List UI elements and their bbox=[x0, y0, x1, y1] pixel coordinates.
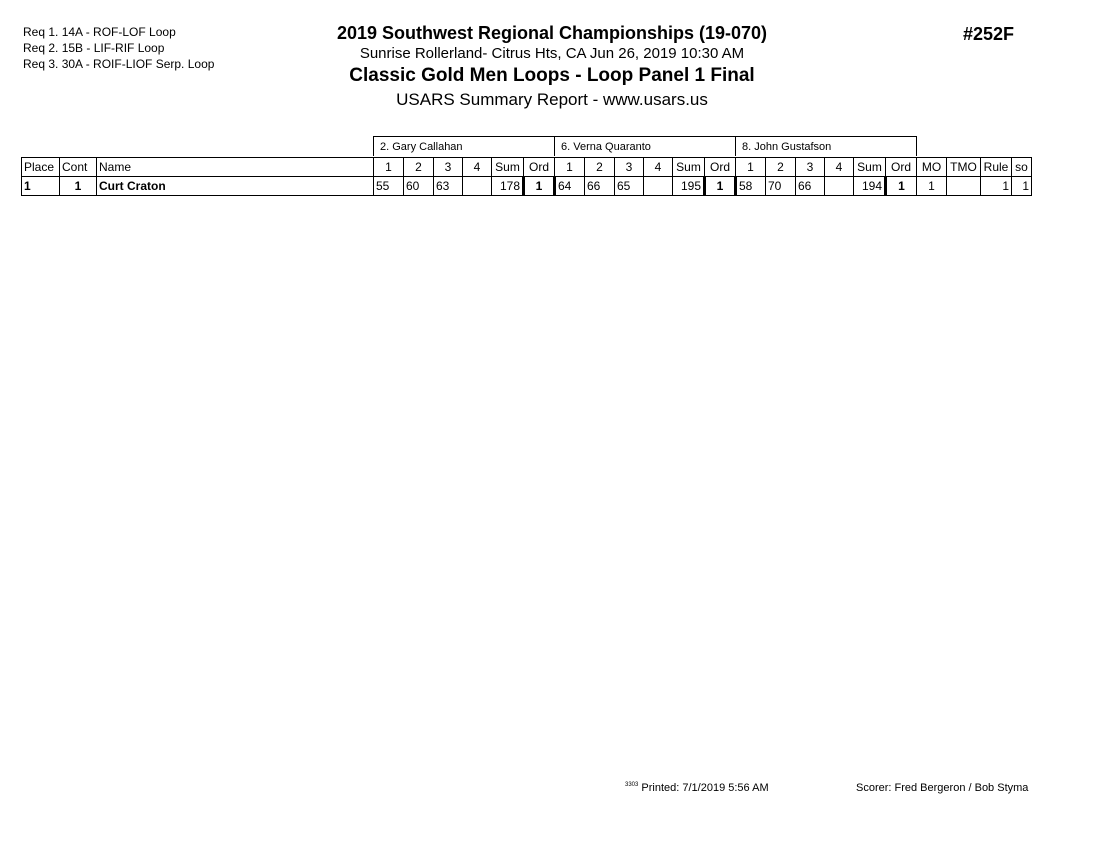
cell-j2-s4 bbox=[644, 177, 673, 196]
col-j3-s2: 2 bbox=[766, 158, 796, 177]
printed-timestamp: Printed: 7/1/2019 5:56 AM bbox=[641, 782, 769, 794]
cell-j2-s1: 64 bbox=[555, 177, 585, 196]
col-j1-sum: Sum bbox=[492, 158, 524, 177]
cell-j1-s2: 60 bbox=[404, 177, 434, 196]
judge-header-row bbox=[373, 136, 917, 156]
judge-name-1: 2. Gary Callahan bbox=[374, 137, 555, 157]
col-j1-s2: 2 bbox=[404, 158, 434, 177]
cell-j3-ord: 1 bbox=[886, 177, 917, 196]
cell-j2-ord: 1 bbox=[705, 177, 736, 196]
cell-j1-s3: 63 bbox=[434, 177, 463, 196]
cell-j3-s3: 66 bbox=[796, 177, 825, 196]
col-j3-s1: 1 bbox=[736, 158, 766, 177]
cell-j1-ord: 1 bbox=[524, 177, 555, 196]
printed-line bbox=[625, 782, 769, 794]
cell-j1-sum: 178 bbox=[492, 177, 524, 196]
col-j2-s2: 2 bbox=[585, 158, 615, 177]
judge-name-2: 6. Verna Quaranto bbox=[555, 137, 736, 157]
col-j3-s4: 4 bbox=[825, 158, 854, 177]
scorer-line: Scorer: Fred Bergeron / Bob Styma bbox=[856, 782, 1029, 794]
col-j2-ord: Ord bbox=[705, 158, 736, 177]
cell-name: Curt Craton bbox=[97, 177, 374, 196]
cell-j3-sum: 194 bbox=[854, 177, 886, 196]
col-j1-s4: 4 bbox=[463, 158, 492, 177]
column-header-row bbox=[22, 158, 1032, 177]
col-j2-sum: Sum bbox=[673, 158, 705, 177]
cell-j2-s3: 65 bbox=[615, 177, 644, 196]
requirement-1: Req 1. 14A - ROF-LOF Loop bbox=[23, 25, 176, 39]
col-j3-ord: Ord bbox=[886, 158, 917, 177]
col-name: Name bbox=[97, 158, 374, 177]
col-mo: MO bbox=[917, 158, 947, 177]
cell-mo: 1 bbox=[917, 177, 947, 196]
col-j2-s3: 3 bbox=[615, 158, 644, 177]
judge-name-3: 8. John Gustafson bbox=[736, 137, 917, 157]
table-row bbox=[22, 177, 1032, 196]
col-j3-sum: Sum bbox=[854, 158, 886, 177]
cell-j1-s4 bbox=[463, 177, 492, 196]
report-title: 2019 Southwest Regional Championships (19-070) bbox=[336, 23, 768, 43]
col-rule: Rule bbox=[981, 158, 1012, 177]
report-code: 3303 bbox=[625, 782, 639, 788]
col-cont: Cont bbox=[60, 158, 97, 177]
col-j1-ord: Ord bbox=[524, 158, 555, 177]
requirement-2: Req 2. 15B - LIF-RIF Loop bbox=[23, 41, 165, 55]
venue-line: Sunrise Rollerland- Citrus Hts, CA Jun 26, 2019 10:30 AM bbox=[359, 45, 745, 62]
cell-j2-sum: 195 bbox=[673, 177, 705, 196]
cell-place: 1 bbox=[22, 177, 60, 196]
col-j1-s1: 1 bbox=[374, 158, 404, 177]
cell-j1-s1: 55 bbox=[374, 177, 404, 196]
cell-j3-s2: 70 bbox=[766, 177, 796, 196]
col-so: so bbox=[1012, 158, 1032, 177]
cell-j3-s4 bbox=[825, 177, 854, 196]
cell-j3-s1: 58 bbox=[736, 177, 766, 196]
cell-so: 1 bbox=[1012, 177, 1032, 196]
col-place: Place bbox=[22, 158, 60, 177]
cell-tmo bbox=[947, 177, 981, 196]
col-j2-s4: 4 bbox=[644, 158, 673, 177]
cell-j2-s2: 66 bbox=[585, 177, 615, 196]
col-tmo: TMO bbox=[947, 158, 981, 177]
requirement-3: Req 3. 30A - ROIF-LIOF Serp. Loop bbox=[23, 57, 215, 71]
col-j2-s1: 1 bbox=[555, 158, 585, 177]
col-j3-s3: 3 bbox=[796, 158, 825, 177]
cell-cont: 1 bbox=[60, 177, 97, 196]
results-table bbox=[21, 157, 1032, 196]
event-title: Classic Gold Men Loops - Loop Panel 1 Final bbox=[349, 65, 755, 86]
event-number: #252F bbox=[963, 24, 1015, 44]
cell-rule: 1 bbox=[981, 177, 1012, 196]
col-j1-s3: 3 bbox=[434, 158, 463, 177]
report-subtitle: USARS Summary Report - www.usars.us bbox=[396, 90, 708, 109]
